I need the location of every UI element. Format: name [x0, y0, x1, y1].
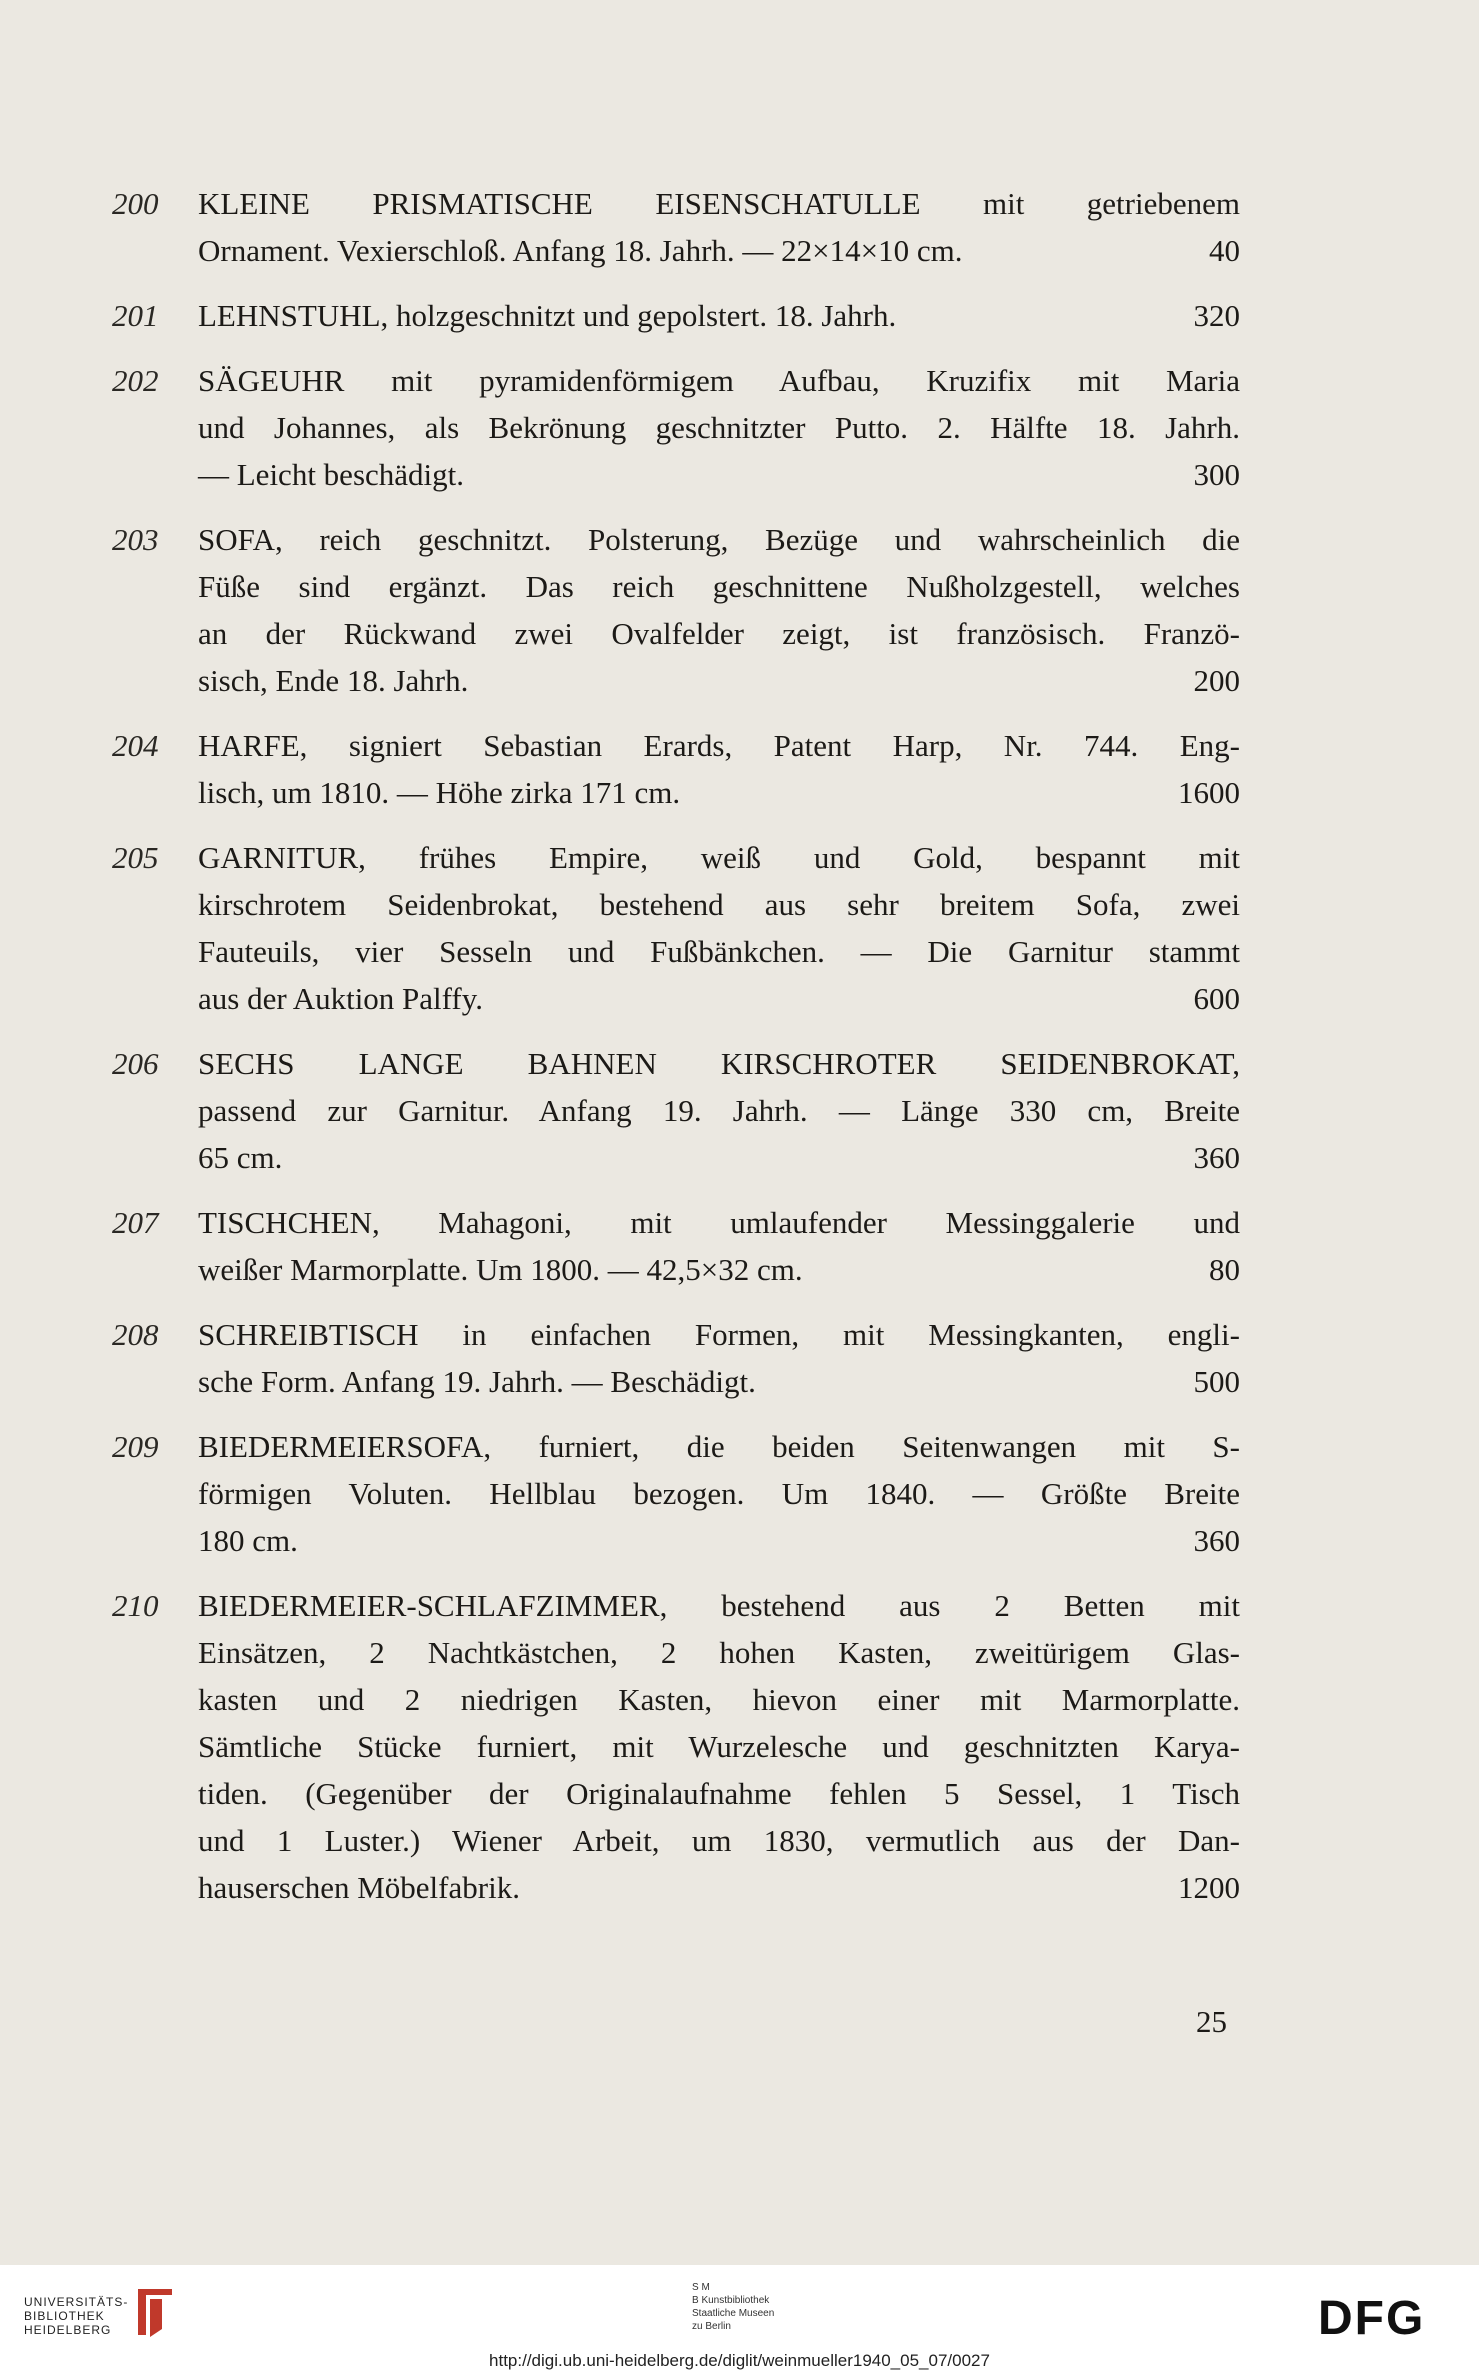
entry-line — [198, 1676, 1240, 1723]
entry-text: TISCHCHEN, Mahagoni, mit umlaufender Messinggalerie und — [198, 1205, 1240, 1240]
entry-line — [198, 1517, 1240, 1564]
entry-text: LEHNSTUHL, holzgeschnitzt und gepolstert. 18. Jahrh. — [198, 298, 897, 333]
catalog-entries — [112, 180, 1242, 1929]
entry-text: sche Form. Anfang 19. Jahrh. — Beschädigt. — [198, 1364, 756, 1399]
entry-text: HARFE, signiert Sebastian Erards, Patent Harp, Nr. 744. Eng- — [198, 728, 1240, 763]
entry-text: SECHS LANGE BAHNEN KIRSCHROTER SEIDENBROKAT, — [198, 1046, 1240, 1081]
entry-line — [198, 563, 1240, 610]
library-line: UNIVERSITÄTS- — [24, 2295, 129, 2309]
entry-text: weißer Marmorplatte. Um 1800. — 42,5×32 cm. — [198, 1252, 803, 1287]
lot-number: 209 — [112, 1429, 159, 1464]
dfg-logo: DFG — [1318, 2292, 1426, 2345]
catalog-entry — [112, 516, 1242, 704]
catalog-entry — [112, 1423, 1242, 1564]
lot-price: 300 — [1193, 457, 1240, 492]
entry-text: und Johannes, als Bekrönung geschnitzter Putto. 2. Hälfte 18. Jahrh. — [198, 410, 1240, 445]
museum-line: S M — [692, 2282, 710, 2293]
entry-text: tiden. (Gegenüber der Originalaufnahme fehlen 5 Sessel, 1 Tisch — [198, 1776, 1240, 1811]
library-line: HEIDELBERG — [24, 2323, 112, 2337]
entry-line — [198, 292, 1240, 339]
lot-price: 360 — [1193, 1523, 1240, 1558]
catalog-entry — [112, 1582, 1242, 1911]
lot-number: 208 — [112, 1317, 159, 1352]
lot-number: 202 — [112, 363, 159, 398]
catalog-entry — [112, 1311, 1242, 1405]
entry-text: Einsätzen, 2 Nachtkästchen, 2 hohen Kasten, zweitürigem Glas- — [198, 1635, 1240, 1670]
lot-price: 200 — [1193, 663, 1240, 698]
lot-price: 1600 — [1178, 775, 1240, 810]
catalog-entry — [112, 292, 1242, 339]
entry-line — [198, 657, 1240, 704]
library-logo-icon — [132, 2285, 178, 2341]
entry-line — [198, 357, 1240, 404]
entry-line — [198, 1040, 1240, 1087]
entry-line — [198, 975, 1240, 1022]
lot-number: 201 — [112, 298, 159, 333]
entry-line — [198, 610, 1240, 657]
catalog-entry — [112, 1199, 1242, 1293]
library-name — [24, 2295, 128, 2337]
entry-text: sisch, Ende 18. Jahrh. — [198, 663, 469, 698]
entry-text: BIEDERMEIERSOFA, furniert, die beiden Seitenwangen mit S- — [198, 1429, 1240, 1464]
lot-number: 203 — [112, 522, 159, 557]
lot-price: 500 — [1193, 1364, 1240, 1399]
lot-number: 207 — [112, 1205, 159, 1240]
lot-price: 600 — [1193, 981, 1240, 1016]
entry-line — [198, 722, 1240, 769]
entry-line — [198, 769, 1240, 816]
footer — [0, 2265, 1479, 2373]
entry-line — [198, 1246, 1240, 1293]
entry-text: KLEINE PRISMATISCHE EISENSCHATULLE mit getriebenem — [198, 186, 1240, 221]
lot-number: 200 — [112, 186, 159, 221]
entry-line — [198, 1199, 1240, 1246]
entry-text: passend zur Garnitur. Anfang 19. Jahrh. — Länge 330 cm, Breite — [198, 1093, 1240, 1128]
entry-text: kasten und 2 niedrigen Kasten, hievon einer mit Marmorplatte. — [198, 1682, 1240, 1717]
entry-line — [198, 834, 1240, 881]
entry-line — [198, 180, 1240, 227]
museum-credit — [692, 2281, 774, 2333]
lot-price: 80 — [1209, 1252, 1240, 1287]
entry-line — [198, 1470, 1240, 1517]
catalog-entry — [112, 722, 1242, 816]
entry-text: SOFA, reich geschnitzt. Polsterung, Bezüge und wahrscheinlich die — [198, 522, 1240, 557]
entry-line — [198, 516, 1240, 563]
entry-text: hauserschen Möbelfabrik. — [198, 1870, 520, 1905]
entry-text: SCHREIBTISCH in einfachen Formen, mit Messingkanten, engli- — [198, 1317, 1240, 1352]
catalog-entry — [112, 357, 1242, 498]
lot-number: 204 — [112, 728, 159, 763]
entry-line — [198, 1423, 1240, 1470]
entry-text: und 1 Luster.) Wiener Arbeit, um 1830, vermutlich aus der Dan- — [198, 1823, 1240, 1858]
entry-text: lisch, um 1810. — Höhe zirka 171 cm. — [198, 775, 681, 810]
entry-text: 180 cm. — [198, 1523, 298, 1558]
entry-text: aus der Auktion Palffy. — [198, 981, 483, 1016]
entry-text: GARNITUR, frühes Empire, weiß und Gold, bespannt mit — [198, 840, 1240, 875]
entry-line — [198, 1134, 1240, 1181]
museum-line: Staatliche Museen — [692, 2308, 775, 2319]
entry-text: Sämtliche Stücke furniert, mit Wurzelesche und geschnitzten Karya- — [198, 1729, 1240, 1764]
entry-line — [198, 227, 1240, 274]
entry-line — [198, 451, 1240, 498]
entry-line — [198, 1087, 1240, 1134]
entry-text: kirschrotem Seidenbrokat, bestehend aus sehr breitem Sofa, zwei — [198, 887, 1240, 922]
catalog-entry — [112, 180, 1242, 274]
museum-line: B Kunstbibliothek — [692, 2295, 770, 2306]
entry-line — [198, 1629, 1240, 1676]
entry-line — [198, 1770, 1240, 1817]
catalog-entry — [112, 834, 1242, 1022]
entry-line — [198, 1817, 1240, 1864]
page-number: 25 — [1196, 2004, 1227, 2039]
entry-line — [198, 404, 1240, 451]
entry-text: förmigen Voluten. Hellblau bezogen. Um 1840. — Größte Breite — [198, 1476, 1240, 1511]
entry-text: SÄGEUHR mit pyramidenförmigem Aufbau, Kruzifix mit Maria — [198, 363, 1240, 398]
entry-line — [198, 881, 1240, 928]
entry-line — [198, 1311, 1240, 1358]
entry-line — [198, 1723, 1240, 1770]
lot-number: 206 — [112, 1046, 159, 1081]
lot-price: 320 — [1193, 298, 1240, 333]
entry-text: BIEDERMEIER-SCHLAFZIMMER, bestehend aus 2 Betten mit — [198, 1588, 1240, 1623]
entry-text: — Leicht beschädigt. — [198, 457, 464, 492]
entry-line — [198, 1582, 1240, 1629]
lot-number: 210 — [112, 1588, 159, 1623]
catalog-entry — [112, 1040, 1242, 1181]
entry-text: Füße sind ergänzt. Das reich geschnittene Nußholzgestell, welches — [198, 569, 1240, 604]
entry-line — [198, 928, 1240, 975]
entry-line — [198, 1358, 1240, 1405]
entry-text: Fauteuils, vier Sesseln und Fußbänkchen. — Die Garnitur stammt — [198, 934, 1240, 969]
lot-number: 205 — [112, 840, 159, 875]
entry-text: an der Rückwand zwei Ovalfelder zeigt, ist französisch. Franzö- — [198, 616, 1240, 651]
source-url[interactable]: http://digi.ub.uni-heidelberg.de/diglit/weinmueller1940_05_07/0027 — [489, 2351, 990, 2370]
lot-price: 360 — [1193, 1140, 1240, 1175]
entry-text: 65 cm. — [198, 1140, 283, 1175]
entry-line — [198, 1864, 1240, 1911]
lot-price: 40 — [1209, 233, 1240, 268]
library-line: BIBLIOTHEK — [24, 2309, 105, 2323]
entry-text: Ornament. Vexierschloß. Anfang 18. Jahrh. — 22×14×10 cm. — [198, 233, 963, 268]
lot-price: 1200 — [1178, 1870, 1240, 1905]
museum-line: zu Berlin — [692, 2321, 731, 2332]
